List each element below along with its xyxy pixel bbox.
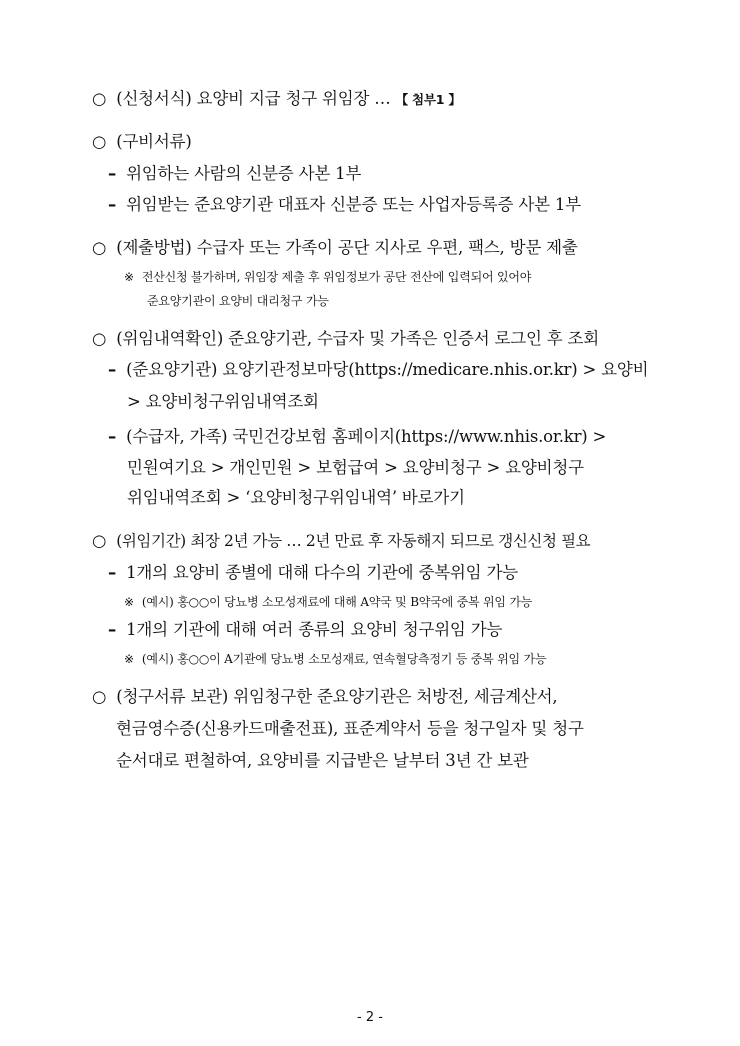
list-item-text: 1개의 기관에 대해 여러 종류의 요양비 청구위임 가능 (126, 620, 503, 639)
attachment-label: 【 첨부1 】 (395, 92, 461, 107)
list-item-continuation (127, 457, 584, 479)
section-text: (신청서식) 요양비 지급 청구 위임장 … (116, 89, 391, 108)
list-item-text: 위임하는 사람의 신분증 사본 1부 (126, 164, 362, 183)
dash-bullet-icon: – (108, 563, 117, 582)
list-item-text: 위임받는 준요양기관 대표자 신분증 또는 사업자등록증 사본 1부 (126, 195, 581, 214)
section-continuation (116, 718, 584, 740)
section-required-documents (92, 131, 192, 153)
list-item-text: 1개의 요양비 종별에 대해 다수의 기관에 중복위임 가능 (126, 563, 518, 582)
note-line (124, 650, 546, 668)
note-text: 전산신청 불가하며, 위임장 제출 후 위임정보가 공단 전산에 입력되어 있어야 (141, 270, 532, 284)
page-number: - 2 - (357, 1010, 383, 1025)
section-text: 현금영수증(신용카드매출전표), 표준계약서 등을 청구일자 및 청구 (116, 719, 584, 738)
reference-mark-icon: ※ (124, 595, 134, 609)
note-line (124, 268, 531, 286)
list-item (108, 194, 581, 216)
section-document-storage (92, 686, 557, 708)
list-item-text: > 요양비청구위임내역조회 (127, 392, 319, 411)
note-text: (예시) 홍○○이 당뇨병 소모성재료에 대해 A약국 및 B약국에 중복 위임 가능 (141, 595, 533, 609)
section-text: (청구서류 보관) 위임청구한 준요양기관은 처방전, 세금계산서, (116, 687, 558, 706)
section-text: (제출방법) 수급자 또는 가족이 공단 지사로 우편, 팩스, 방문 제출 (116, 238, 578, 257)
list-item-continuation (127, 487, 465, 509)
dash-bullet-icon: – (108, 360, 117, 379)
note-text: (예시) 홍○○이 A기관에 당뇨병 소모성재료, 연속혈당측정기 등 중복 위임 가능 (141, 652, 547, 666)
note-line (124, 593, 532, 611)
section-application-form (92, 88, 461, 111)
section-continuation (116, 750, 529, 772)
reference-mark-icon: ※ (124, 270, 134, 284)
circle-bullet-icon: ○ (92, 329, 107, 348)
section-text: (위임기간) 최장 2년 가능 … 2년 만료 후 자동해지 되므로 갱신신청 필요 (116, 532, 591, 550)
section-submission-method (92, 237, 578, 259)
dash-bullet-icon: – (108, 427, 117, 446)
section-text: (구비서류) (116, 132, 192, 151)
reference-mark-icon: ※ (124, 652, 134, 666)
circle-bullet-icon: ○ (92, 132, 107, 151)
list-item (108, 619, 502, 641)
list-item (108, 562, 518, 584)
section-delegation-check (92, 328, 599, 350)
list-item-text: (수급자, 가족) 국민건강보험 홈페이지(https://www.nhis.or.kr) > (126, 427, 607, 446)
list-item (108, 359, 648, 381)
section-delegation-period (92, 530, 590, 552)
circle-bullet-icon: ○ (92, 531, 107, 550)
section-text: (위임내역확인) 준요양기관, 수급자 및 가족은 인증서 로그인 후 조회 (116, 329, 600, 348)
note-line (147, 292, 329, 310)
list-item (108, 426, 606, 448)
note-text: 준요양기관이 요양비 대리청구 가능 (147, 294, 329, 308)
list-item-text: (준요양기관) 요양기관정보마당(https://medicare.nhis.or.kr) > 요양비 (126, 360, 649, 379)
circle-bullet-icon: ○ (92, 238, 107, 257)
circle-bullet-icon: ○ (92, 687, 107, 706)
dash-bullet-icon: – (108, 195, 117, 214)
list-item-continuation (127, 391, 319, 413)
list-item-text: 위임내역조회 > ‘요양비청구위임내역’ 바로가기 (127, 488, 465, 507)
list-item (108, 163, 361, 185)
circle-bullet-icon: ○ (92, 89, 107, 108)
section-text: 순서대로 편철하여, 요양비를 지급받은 날부터 3년 간 보관 (116, 751, 529, 770)
dash-bullet-icon: – (108, 620, 117, 639)
list-item-text: 민원여기요 > 개인민원 > 보험급여 > 요양비청구 > 요양비청구 (127, 458, 584, 477)
dash-bullet-icon: – (108, 164, 117, 183)
